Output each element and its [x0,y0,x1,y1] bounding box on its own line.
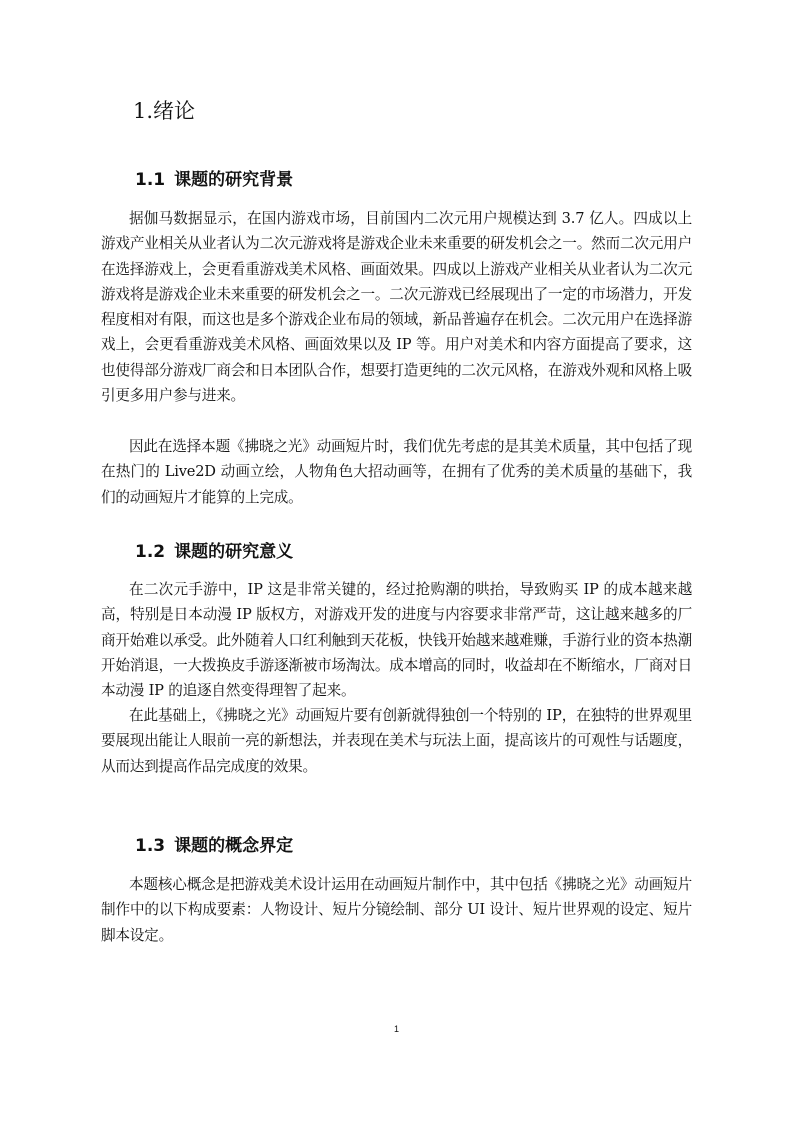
page-number: 1 [393,1024,399,1034]
section-heading-1-1 [135,168,293,192]
section-heading-1-3 [135,834,293,858]
paragraph: 本题核心概念是把游戏美术设计运用在动画短片制作中，其中包括《拂晓之光》动画短片制作中的以下构成要素：人物设计、短片分镜绘制、部分 UI 设计、短片世界观的设定、短片脚本设定。 [101,876,692,944]
paragraph: 据伽马数据显示，在国内游戏市场，目前国内二次元用户规模达到 3.7 亿人。四成以上游戏产业相关从业者认为二次元游戏将是游戏企业未来重要的研发机会之一。然而二次元用户在选择游戏上，会更看重游戏美术风格、画面效果。四成以上游戏产业相关从业者认为二次元游戏将是游戏企业未来重要的研发机会之一。二次元游戏已经展现出了一定的市场潜力，开发程度相对有限，而这也是多个游戏企业布局的领域，新品普遍存在机会。二次元用户在选择游戏上，会更看重游戏美术风格、画面效果以及 IP 等。用户对美术和内容方面提高了要求，这也使得部分游戏厂商会和日本团队合作，想要打造更纯的二次元风格，在游戏外观和风格上吸引更多用户参与进来。 [101,210,692,405]
chapter-title: 1.绪论 [133,99,196,123]
section-number: 1.3 [135,836,166,856]
paragraph: 在二次元手游中，IP 这是非常关键的，经过抢购潮的哄抬，导致购买 IP 的成本越来越高，特别是日本动漫 IP 版权方，对游戏开发的进度与内容要求非常严苛，这让越来越多的厂商开始难以承受。此外随着人口红利触到天花板，快钱开始越来越难赚，手游行业的资本热潮开始消退，一大拨换皮手游逐渐被市场淘汰。成本增高的同时，收益却在不断缩水，厂商对日本动漫 IP 的追逐自然变得理智了起来。 [101,581,692,700]
section-heading-1-2 [135,540,293,564]
section-title: 课题的研究背景 [174,170,294,190]
section-number: 1.1 [135,170,166,190]
section-title: 课题的研究意义 [174,542,294,562]
paragraph: 因此在选择本题《拂晓之光》动画短片时，我们优先考虑的是其美术质量，其中包括了现在热门的 Live2D 动画立绘，人物角色大招动画等，在拥有了优秀的美术质量的基础下，我们的动画短片才能算的上完成。 [101,438,692,506]
paragraph: 在此基础上，《拂晓之光》动画短片要有创新就得独创一个特别的 IP，在独特的世界观里要展现出能让人眼前一亮的新想法，并表现在美术与玩法上面，提高该片的可观性与话题度，从而达到提高作品完成度的效果。 [101,707,692,775]
section-number: 1.2 [135,542,166,562]
section-title: 课题的概念界定 [174,836,294,856]
